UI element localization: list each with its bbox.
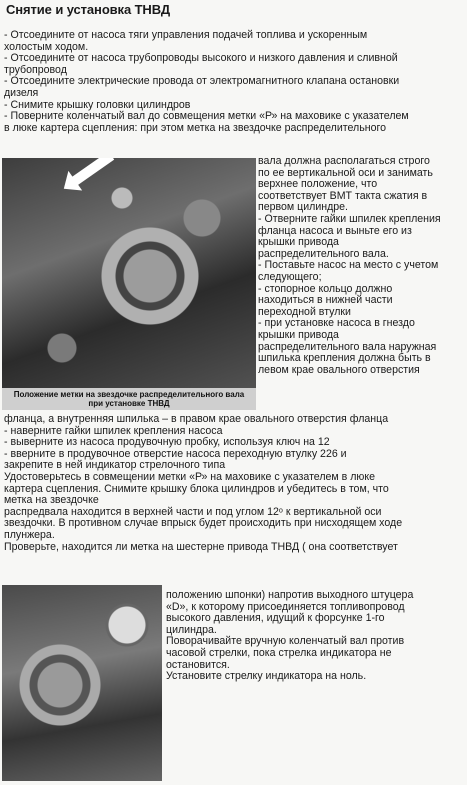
text-line: цилиндра. <box>166 623 217 636</box>
text-line: фланца, а внутренняя шпилька – в правом крае овального отверстия фланца <box>4 413 389 425</box>
text-line: - наверните гайки шпилек крепления насоса <box>4 424 223 437</box>
text-line: картера сцепления. Снимите крышку блока цилиндров и убедитесь в том, что <box>4 482 389 495</box>
text-line: левом крае овального отверстия <box>258 363 420 376</box>
text-line: - стопорное кольцо должно <box>258 282 393 295</box>
text-line: распредвала находится в верхней части и под углом 12ᵒ к вертикальной оси <box>4 505 382 518</box>
photo-caption-line1: Положение метки на звездочке распределительного вала <box>13 390 245 399</box>
text-line: положению шпонки) напротив выходного штуцера <box>166 589 414 601</box>
text-line: - Отсоедините от насоса трубопроводы высокого и низкого давления и сливной <box>4 52 398 65</box>
text-line: дизеля <box>4 87 39 99</box>
text-line: переходной втулки <box>258 305 351 318</box>
text-line: - Отверните гайки шпилек крепления <box>258 213 441 225</box>
text-line: Удостоверьтесь в совмещении метки «Р» на маховике с указателем в люке <box>4 471 375 483</box>
text-line: - Снимите крышку головки цилиндров <box>4 98 191 111</box>
photo-caption-line2: при установке ТНВД <box>88 399 170 408</box>
text-line: крышки привода <box>258 329 339 341</box>
text-line: распределительного вала. <box>258 247 389 260</box>
text-line: часовой стрелки, пока стрелка индикатора не <box>166 647 392 659</box>
text-line: - при установке насоса в гнездо <box>258 317 415 330</box>
text-line: - Отсоедините электрические провода от электромагнитного клапана остановки <box>4 75 400 88</box>
text-line: «D», к которому присоединяется топливопровод <box>166 600 405 613</box>
arrow-icon <box>69 158 114 187</box>
text-line: шпилька крепления должна быть в <box>258 352 431 365</box>
text-line: соответствует ВМТ такта сжатия в <box>258 189 428 202</box>
text-line: высокого давления, идущий к форсунке 1-го <box>166 612 385 625</box>
text-line: распределительного вала наружная <box>258 340 437 353</box>
text-line: - Отсоедините от насоса тяги управления подачей топлива и ускоренным <box>4 29 368 41</box>
text-line: трубопровод <box>4 63 67 76</box>
text-line: в люке картера сцепления: при этом метка на звездочке распределительного <box>4 121 386 134</box>
text-line: остановится. <box>166 658 230 671</box>
text-line: следующего; <box>258 271 322 283</box>
text-line: находиться в нижней части <box>258 294 393 307</box>
photo-camshaft-sprocket <box>2 158 256 410</box>
text-line: фланца насоса и выньте его из <box>258 224 412 237</box>
text-line: Установите стрелку индикатора на ноль. <box>166 670 367 683</box>
text-line: крышки привода <box>258 236 339 249</box>
photo-caption <box>2 388 256 410</box>
text-line: по ее вертикальной оси и занимать <box>258 166 433 179</box>
text-line: верхнее положение, что <box>258 178 378 191</box>
text-line: - Поверните коленчатый вал до совмещения метки «Р» на маховике с указателем <box>4 110 409 123</box>
text-line: Поворачивайте вручную коленчатый вал против <box>166 635 405 648</box>
text-line: звездочки. В противном случае впрыск будет происходить при нисходящем ходе <box>4 517 403 530</box>
text-line: закрепите в ней индикатор стрелочного типа <box>4 459 226 472</box>
text-line: холостым ходом. <box>4 40 89 53</box>
text-line: метка на звездочке <box>4 494 99 507</box>
text-line: - выверните из насоса продувочную пробку, используя ключ на 12 <box>4 436 330 449</box>
page-title: Снятие и установка ТНВД <box>6 2 171 17</box>
text-line: - вверните в продувочное отверстие насоса переходную втулку 226 и <box>4 447 347 460</box>
text-line: Проверьте, находится ли метка на шестерне привода ТНВД ( она соответствует <box>4 540 398 553</box>
text-line: вала должна располагаться строго <box>258 155 430 167</box>
text-line: - Поставьте насос на место с учетом <box>258 259 439 272</box>
text-line: плунжера. <box>4 529 55 541</box>
text-line: первом цилиндре. <box>258 201 348 214</box>
photo-indicator-setup <box>2 585 162 781</box>
